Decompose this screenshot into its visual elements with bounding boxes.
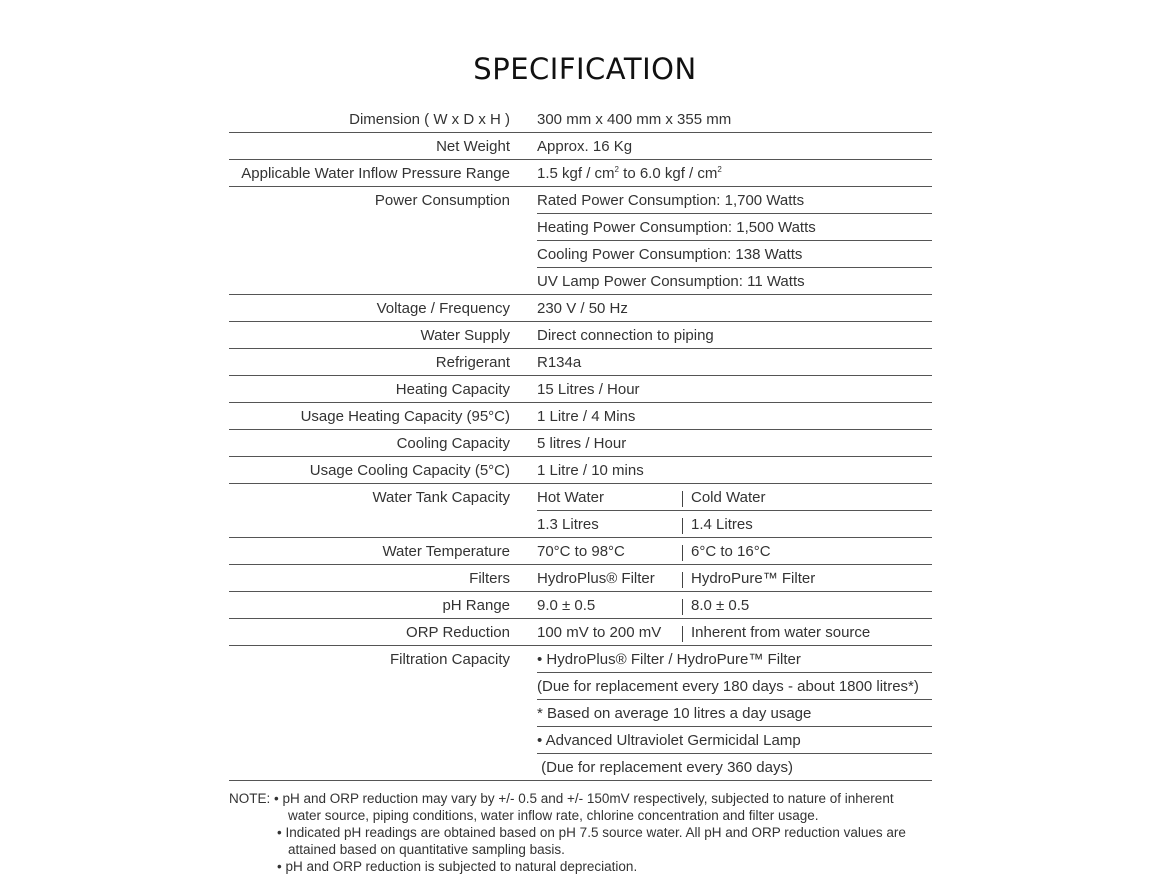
spec-value: 5 litres / Hour xyxy=(537,435,627,452)
spec-row-voltage xyxy=(229,295,932,322)
column-separator xyxy=(682,599,683,615)
spec-row-filtration xyxy=(229,646,932,673)
spec-row-tank xyxy=(229,484,932,511)
spec-value: Heating Power Consumption: 1,500 Watts xyxy=(537,219,816,236)
spec-row-usage-heating xyxy=(229,403,932,430)
spec-label: Cooling Capacity xyxy=(396,435,510,452)
spec-row-usage-cooling xyxy=(229,457,932,484)
spec-label: Usage Cooling Capacity (5°C) xyxy=(309,462,510,479)
column-separator xyxy=(682,626,683,642)
spec-value: * Based on average 10 litres a day usage xyxy=(537,705,812,722)
spec-value: Approx. 16 Kg xyxy=(537,138,633,155)
spec-label: Dimension ( W x D x H ) xyxy=(349,111,510,128)
spec-value: 1 Litre / 10 mins xyxy=(537,462,644,479)
spec-value: 15 Litres / Hour xyxy=(537,381,640,398)
row-divider xyxy=(229,780,932,781)
spec-row-power-uv xyxy=(229,268,932,295)
spec-value: • Advanced Ultraviolet Germicidal Lamp xyxy=(537,732,801,749)
spec-row-temperature xyxy=(229,538,932,565)
spec-value-cold: 1.4 Litres xyxy=(691,516,753,533)
spec-label: Water Temperature xyxy=(382,543,510,560)
spec-value-cold: 6°C to 16°C xyxy=(691,543,771,560)
spec-value: Cooling Power Consumption: 138 Watts xyxy=(537,246,803,263)
spec-label: Water Supply xyxy=(420,327,510,344)
column-separator xyxy=(682,572,683,588)
spec-row-net-weight xyxy=(229,133,932,160)
spec-value-cold: 8.0 ± 0.5 xyxy=(691,597,750,614)
page-title: SPECIFICATION xyxy=(473,52,697,86)
spec-value: 230 V / 50 Hz xyxy=(537,300,628,317)
spec-label: Net Weight xyxy=(436,138,510,155)
spec-label: Voltage / Frequency xyxy=(376,300,510,317)
spec-value-hot: Hot Water xyxy=(537,489,604,506)
spec-value: R134a xyxy=(537,354,582,371)
spec-value: 1.5 kgf / $cm^2$ to 6.0 kgf / $cm^2$ xyxy=(537,165,722,182)
spec-value-hot: 9.0 ± 0.5 xyxy=(537,597,596,614)
spec-label: Refrigerant xyxy=(435,354,510,371)
spec-label: Power Consumption xyxy=(374,192,510,209)
note-line: • pH and ORP reduction is subjected to natural depreciation. xyxy=(277,859,638,874)
spec-row-filtration-uv xyxy=(229,727,932,754)
spec-row-cooling-capacity xyxy=(229,430,932,457)
spec-value: Direct connection to piping xyxy=(537,327,714,344)
spec-row-power-cooling xyxy=(229,241,932,268)
spec-row-filtration-usage xyxy=(229,700,932,727)
spec-label: Filtration Capacity xyxy=(389,651,510,668)
spec-label: Usage Heating Capacity (95°C) xyxy=(300,408,510,425)
spec-value-cold: Cold Water xyxy=(691,489,766,506)
spec-value: • HydroPlus® Filter / HydroPure™ Filter xyxy=(537,651,801,668)
spec-label: pH Range xyxy=(442,597,510,614)
spec-value: 300 mm x 400 mm x 355 mm xyxy=(537,111,732,128)
spec-label: Filters xyxy=(469,570,510,587)
column-separator xyxy=(682,491,683,507)
spec-label: ORP Reduction xyxy=(406,624,510,641)
spec-value: Rated Power Consumption: 1,700 Watts xyxy=(537,192,805,209)
spec-value-hot: 100 mV to 200 mV xyxy=(537,624,662,641)
spec-row-orp xyxy=(229,619,932,646)
spec-value-cold: Inherent from water source xyxy=(691,624,871,641)
note-line: attained based on quantitative sampling basis. xyxy=(288,842,565,857)
specification-table xyxy=(229,106,932,781)
spec-row-filtration-replacement xyxy=(229,673,932,700)
spec-row-power-heating xyxy=(229,214,932,241)
spec-value: (Due for replacement every 180 days - about 1800 litres*) xyxy=(537,678,919,695)
spec-row-filtration-uv-replacement xyxy=(229,754,932,781)
spec-row-dimension xyxy=(229,106,932,133)
spec-value-hot: 1.3 Litres xyxy=(537,516,599,533)
spec-row-heating-capacity xyxy=(229,376,932,403)
spec-value-hot: HydroPlus® Filter xyxy=(537,570,655,587)
spec-row-ph xyxy=(229,592,932,619)
spec-label: Applicable Water Inflow Pressure Range xyxy=(241,165,510,182)
notes xyxy=(229,790,939,875)
spec-value: (Due for replacement every 360 days) xyxy=(537,759,793,776)
column-separator xyxy=(682,545,683,561)
spec-label: Heating Capacity xyxy=(395,381,510,398)
spec-value-cold: HydroPure™ Filter xyxy=(691,570,816,587)
spec-row-power xyxy=(229,187,932,214)
spec-row-tank-values xyxy=(229,511,932,538)
spec-row-filters xyxy=(229,565,932,592)
spec-row-pressure xyxy=(229,160,932,187)
spec-label: Water Tank Capacity xyxy=(372,489,510,506)
note-line: water source, piping conditions, water inflow rate, chlorine concentration and filter usage. xyxy=(288,808,819,823)
spec-row-refrigerant xyxy=(229,349,932,376)
spec-row-water-supply xyxy=(229,322,932,349)
spec-value-hot: 70°C to 98°C xyxy=(537,543,625,560)
column-separator xyxy=(682,518,683,534)
note-line: NOTE: • pH and ORP reduction may vary by +/- 0.5 and +/- 150mV respectively, subjected to nature of inherent xyxy=(229,791,894,806)
spec-value: UV Lamp Power Consumption: 11 Watts xyxy=(537,273,805,290)
spec-value: 1 Litre / 4 Mins xyxy=(537,408,636,425)
note-line: • Indicated pH readings are obtained based on pH 7.5 source water. All pH and ORP reduction values are xyxy=(277,825,906,840)
